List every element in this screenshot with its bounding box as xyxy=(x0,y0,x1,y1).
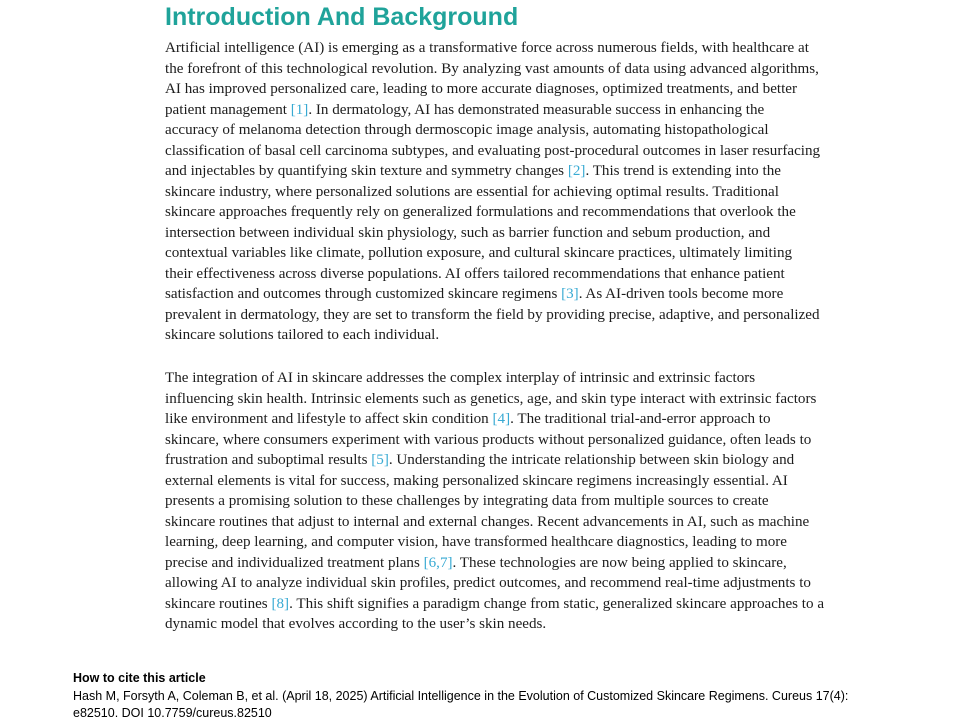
text-line xyxy=(165,141,865,162)
citation-line: Hash M, Forsyth A, Coleman B, et al. (April 18, 2025) Artificial Intelligence in the Evolution of Customized Skincare Regimens. Cureus 17(4): xyxy=(73,689,849,703)
text-segment: the forefront of this technological revolution. By analyzing vast amounts of data using advanced algorithms, xyxy=(165,60,819,77)
citation-heading: How to cite this article xyxy=(73,671,206,685)
text-line xyxy=(165,450,865,471)
text-line xyxy=(165,305,865,326)
text-line xyxy=(165,223,865,244)
text-line xyxy=(165,38,865,59)
text-segment: external elements is vital for success, making personalized skincare regimens increasingly essential. AI xyxy=(165,472,788,489)
text-segment: skincare approaches frequently rely on generalized formulations and recommendations that overlook the xyxy=(165,204,796,220)
text-segment: skincare routines xyxy=(165,595,272,612)
text-line xyxy=(165,491,865,512)
paragraph-intro xyxy=(165,38,865,346)
text-segment: skincare solutions tailored to each individual. xyxy=(165,327,440,343)
text-line xyxy=(165,182,865,203)
text-segment: AI has improved personalized care, leading to more accurate diagnoses, optimized treatments, and better xyxy=(165,81,798,97)
text-segment: frustration and suboptimal results xyxy=(165,452,372,468)
text-line xyxy=(165,532,865,553)
text-segment: influencing skin health. Intrinsic elements such as genetics, age, and skin type interact with extrinsic factors xyxy=(165,390,817,407)
text-segment: classification of basal cell carcinoma subtypes, and evaluating post-procedural outcomes in laser resurfacing xyxy=(165,142,821,159)
text-line xyxy=(165,614,865,635)
text-segment: . The traditional trial-and-error approach to xyxy=(510,411,771,427)
text-segment: accuracy of melanoma detection through dermoscopic image analysis, automating histopathological xyxy=(165,122,769,138)
text-line xyxy=(165,512,865,533)
text-segment: intersection between individual skin physiology, such as barrier function and sebum production, and xyxy=(165,224,771,241)
text-segment: skincare, where consumers experiment with various products without personalized guidance, often leads to xyxy=(165,431,812,448)
text-line xyxy=(165,594,865,615)
text-line xyxy=(165,79,865,100)
text-segment: like environment and lifestyle to affect skin condition xyxy=(165,411,493,427)
reference-link[interactable]: [8] xyxy=(271,595,290,612)
text-segment: . In dermatology, AI has demonstrated measurable success in enhancing the xyxy=(308,101,765,118)
text-segment: . This shift signifies a paradigm change from static, generalized skincare approaches to a xyxy=(289,595,825,612)
citation-text xyxy=(73,688,913,722)
text-line xyxy=(165,161,865,182)
reference-link[interactable]: [3] xyxy=(561,286,579,302)
text-segment: Artificial intelligence (AI) is emerging as a transformative force across numerous fields, with healthcare at xyxy=(165,40,809,56)
text-line xyxy=(165,243,865,264)
text-segment: patient management xyxy=(165,101,291,118)
text-line xyxy=(165,325,865,346)
text-segment: presents a promising solution to these challenges by integrating data from multiple sources to create xyxy=(165,493,769,509)
text-segment: skincare routines that adjust to internal and external changes. Recent advancements in AI, such as machine xyxy=(165,513,810,530)
reference-link[interactable]: [1] xyxy=(290,101,309,118)
text-line xyxy=(165,471,865,492)
text-line xyxy=(165,573,865,594)
text-segment: precise and individualized treatment plans xyxy=(165,554,424,571)
text-segment: . Understanding the intricate relationship between skin biology and xyxy=(388,452,795,468)
reference-link[interactable]: [5] xyxy=(371,452,389,468)
text-line xyxy=(165,553,865,574)
text-line xyxy=(165,368,865,389)
text-segment: learning, deep learning, and computer vision, have transformed healthcare diagnostics, leading to more xyxy=(165,534,787,550)
section-heading: Introduction And Background xyxy=(165,3,519,31)
text-line xyxy=(165,100,865,121)
text-segment: dynamic model that evolves according to the user’s skin needs. xyxy=(165,616,547,632)
reference-link[interactable]: [2] xyxy=(567,163,586,179)
text-line xyxy=(165,59,865,80)
text-segment: prevalent in dermatology, they are set to transform the field by providing precise, adaptive, and personalized xyxy=(165,306,820,323)
reference-link[interactable]: [6,7] xyxy=(423,554,453,571)
text-segment: . This trend is extending into the xyxy=(585,163,781,179)
text-line xyxy=(165,284,865,305)
text-line xyxy=(165,120,865,141)
text-segment: skincare industry, where personalized solutions are essential for achieving optimal results. Traditional xyxy=(165,183,779,200)
text-line xyxy=(165,430,865,451)
text-segment: . These technologies are now being applied to skincare, xyxy=(452,554,787,571)
text-line xyxy=(165,202,865,223)
text-segment: allowing AI to analyze individual skin profiles, predict outcomes, and recommend real-time adjustments to xyxy=(165,575,811,591)
text-segment: . As AI-driven tools become more xyxy=(578,286,784,302)
text-segment: satisfaction and outcomes through customized skincare regimens xyxy=(165,286,562,302)
text-segment: their effectiveness across diverse populations. AI offers tailored recommendations that enhance patient xyxy=(165,265,785,282)
citation-line: e82510. DOI 10.7759/cureus.82510 xyxy=(73,706,272,720)
text-line xyxy=(165,264,865,285)
text-segment: and injectables by quantifying skin texture and symmetry changes xyxy=(165,163,568,179)
text-line xyxy=(165,389,865,410)
reference-link[interactable]: [4] xyxy=(492,411,511,427)
text-segment: The integration of AI in skincare addresses the complex interplay of intrinsic and extrinsic factors xyxy=(165,370,756,386)
text-line xyxy=(165,409,865,430)
paragraph-integration xyxy=(165,368,865,635)
text-segment: contextual variables like climate, pollution exposure, and cultural skincare practices, ultimately limiting xyxy=(165,245,793,261)
